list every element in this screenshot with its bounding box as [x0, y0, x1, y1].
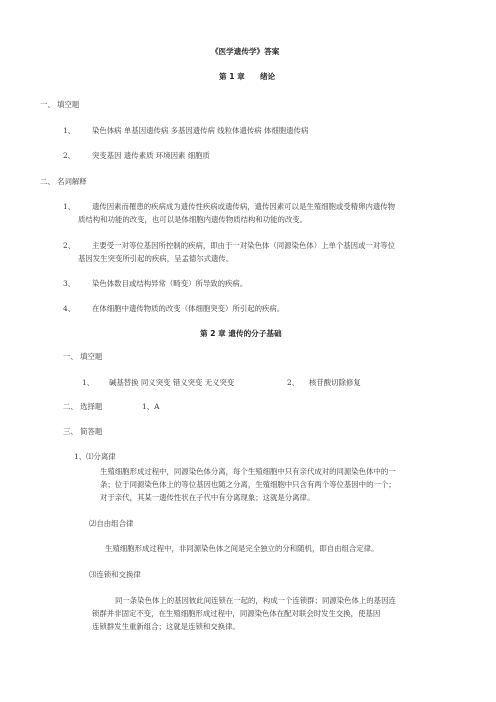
chapter-1-heading: 第 1 章 绪论: [219, 72, 276, 81]
ch1-fill-answer-1: 染色体病 单基因遗传病 多基因遗传病 线粒体遗传病 体细胞遗传病: [92, 126, 309, 135]
ch1-term-2-line-1: 主要受一对等位基因所控制的疾病，即由于一对染色体（同源染色体）上单个基因或一对等位: [92, 241, 396, 250]
ch2-q2-heading: ⑵自由组合律: [89, 519, 134, 528]
ch2-q1-line-1: 生殖细胞形成过程中，同源染色体分离，每个生殖细胞中只有亲代成对的同源染色体中的一: [100, 467, 396, 476]
ch1-fill-answer-2: 突变基因 遗传素质 环境因素 细胞质: [92, 151, 210, 160]
ch1-term-num-2: 2、: [63, 241, 76, 250]
ch1-term-1-line-1: 遗传因素而罹患的疾病成为遗传性疾病或遗传病，遗传因素可以是生殖细胞或受精卵内遗传物: [92, 202, 396, 211]
ch1-section-fill-in: 一、 填空题: [40, 100, 80, 109]
ch1-term-2-line-2: 基因发生突变所引起的疾病，呈孟德尔式遗传。: [78, 254, 234, 263]
ch1-fill-num-1: 1、: [63, 126, 76, 135]
chapter-2-heading: 第 2 章 遗传的分子基础: [200, 329, 282, 338]
ch2-fill-num-1: 1、: [82, 378, 95, 387]
ch2-fill-num-2: 2、: [287, 378, 300, 387]
ch2-fill-answer-1: 碱基替换 同义突变 错义突变 无义突变: [109, 378, 235, 387]
ch1-term-num-3: 3、: [63, 279, 76, 288]
ch1-term-1-line-2: 质结构和功能的改变，也可以是体细胞内遗传物质结构和功能的改变。: [78, 215, 308, 224]
ch2-q2-line-1: 生殖细胞形成过程中，非同源染色体之间是完全独立的分和随机，即自由组合定律。: [105, 544, 379, 553]
ch1-section-terms: 二、 名词解释: [40, 177, 87, 186]
ch2-choice-answer: 1、A: [142, 402, 160, 411]
ch2-q3-line-2: 锁群并非固定不变，在生殖细胞形成过程中，同源染色体在配对联会时发生交换，使基因: [92, 609, 381, 618]
ch2-section-fill-in: 一、 填空题: [63, 352, 103, 361]
ch2-q1-heading: 1、⑴分离律: [74, 452, 116, 461]
ch2-section-choice: 二、 选择题: [63, 402, 103, 411]
ch1-fill-num-2: 2、: [63, 151, 76, 160]
ch2-q3-line-3: 连锁群发生重新组合；这就是连锁和交换律。: [92, 622, 240, 631]
ch1-term-num-4: 4、: [63, 304, 76, 313]
document-title: 《医学遗传学》答案: [211, 47, 280, 56]
ch2-section-short-answer: 三、 简答题: [63, 427, 103, 436]
ch1-term-4-line-1: 在体细胞中遗传物质的改变（体细胞突变）所引起的疾病。: [92, 304, 285, 313]
ch1-term-num-1: 1、: [63, 202, 76, 211]
ch2-q1-line-3: 对于亲代，其某一遗传性状在子代中有分离现象；这就是分离律。: [100, 493, 315, 502]
ch1-term-3-line-1: 染色体数目或结构异常（畸变）所导致的疾病。: [92, 279, 248, 288]
ch2-q3-line-1: 同一条染色体上的基因彼此间连锁在一起的，构成一个连锁群；同源染色体上的基因连: [115, 596, 396, 605]
ch2-q3-heading: ⑶连锁和交换律: [89, 570, 141, 579]
ch2-fill-answer-2: 核苷酸切除修复: [309, 378, 361, 387]
ch2-q1-line-2: 条；位于同源染色体上的等位基因也随之分离，生殖细胞中只含有两个等位基因中的一个；: [100, 480, 396, 489]
